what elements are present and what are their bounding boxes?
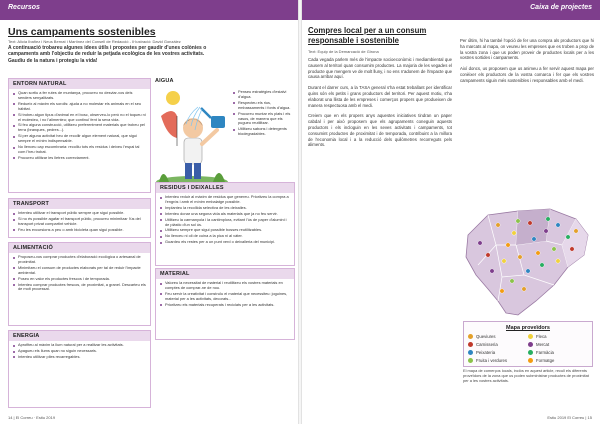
legend-item bbox=[528, 334, 588, 339]
list-item: No llenceu ni oli de cuina a la pica ni al vàter. bbox=[160, 234, 290, 239]
legend-label: Mercat bbox=[536, 342, 550, 347]
paragraph: Així doncs, us proposem que us animeu a fer servir aquest mapa per conèixer els productors de la vostra comarca i fer que els vostres campaments siguin més sostenibles i responsables amb el medi. bbox=[460, 66, 594, 83]
legend-marker-icon bbox=[528, 342, 533, 347]
list-item: Penseu estratègies d'estalvi d'aigua. bbox=[233, 90, 291, 100]
legend-marker-icon bbox=[528, 334, 533, 339]
legend-item bbox=[528, 342, 588, 347]
map-marker bbox=[536, 251, 540, 255]
box-list bbox=[156, 193, 294, 248]
list-item: Prioritzeu els materials recuperats i reciclats per a les activitats. bbox=[160, 303, 290, 308]
list-item: Si per alguna activitat heu de recollir algun element natural, que sigui sempre el mínim indispensable. bbox=[13, 134, 146, 144]
list-item: Valoreu la necessitat de material i reutilitzeu els vostres materials en comptes de comprar-ne de nou. bbox=[160, 281, 290, 291]
box-list bbox=[9, 209, 150, 236]
legend-item bbox=[528, 350, 588, 355]
legend-item bbox=[468, 358, 528, 363]
legend-label: Fruita i verdures bbox=[476, 358, 508, 363]
legend-marker-icon bbox=[468, 342, 473, 347]
map-marker bbox=[516, 219, 520, 223]
legend-label: Farmàcia bbox=[536, 350, 554, 355]
list-item: Implanteu la recollida selectiva de les deixalles. bbox=[160, 206, 290, 211]
box-title: MATERIAL bbox=[156, 269, 294, 279]
page-footer: 14 | El Correu · Estiu 2019 bbox=[8, 415, 56, 420]
legend-item bbox=[468, 342, 528, 347]
list-item: Procureu utilitzar les lletres correctament. bbox=[13, 156, 146, 161]
intro-text: A continuació trobareu algunes idees útils i propostes per gaudir d'unes colònies o campaments amb l'objectiu de reduir la petjada ecològica de les vostres activitats. Gaudiu de la natura i protegiu la vida! bbox=[8, 45, 207, 64]
map-marker bbox=[490, 269, 494, 273]
box-title: ALIMENTACIÓ bbox=[9, 243, 150, 253]
list-item: Feu les excursions a peu o amb bicicleta quan sigui possible. bbox=[13, 228, 146, 233]
paragraph: Durant el darrer curs, a la TASA general s'ha estat treballant per identificar quins són els petits i grans productors del territori. Per aquest motiu, s'ha elaborat una llista de les empreses i comerços propers que produeixen de manera respectuosa amb el medi. bbox=[308, 85, 452, 108]
box-title: ENERGIA bbox=[9, 331, 150, 341]
article-title: Compres local per a un consum responsable i sostenible bbox=[308, 26, 427, 45]
map-marker bbox=[502, 259, 506, 263]
list-item: Respecteu els rius, embassaments i fonts d'aigua. bbox=[233, 101, 291, 111]
list-item: Feu servir la creativitat i construïu el material que necessiteu: joguines, material per a les activitats, decorats... bbox=[160, 292, 290, 302]
list-item: No llenceu cap escombraria: recolliu tots els residus i deixeu l'espai tal com l'heu trobat. bbox=[13, 145, 146, 155]
map-marker bbox=[478, 241, 482, 245]
list-item: Aprofiteu al màxim la llum natural per a realitzar les activitats. bbox=[13, 343, 146, 348]
list-item: Utilitzeu sempre que sigui possible bosses reutilitzables. bbox=[160, 228, 290, 233]
list-item: Intenteu reduir al màxim de residus que genereu. Prioritzeu la compra a l'engròs i amb el mínim embalatge possible. bbox=[160, 195, 290, 205]
box-list bbox=[9, 89, 150, 164]
map-marker bbox=[526, 269, 530, 273]
map-marker bbox=[556, 259, 560, 263]
legend-label: Queviures bbox=[476, 334, 496, 339]
list-item: Apagueu els llums quan no siguin necessaris. bbox=[13, 349, 146, 354]
box-transport bbox=[8, 198, 151, 238]
section-label: Caixa de projectes bbox=[530, 4, 592, 11]
section-bar bbox=[300, 0, 600, 20]
paragraph: Cada vegada parlem més de l'impacte socioeconòmic i mediambiental que causem al territori quan consumim productes. La majoria de les vegades el producte que mengem ve de molt lluny, i no ens n'adonem de l'impacte que causa arribar aquí. bbox=[308, 57, 452, 80]
list-item: Minimitzeu el consum de productes elaborats per tal de reduir l'impacte ambiental. bbox=[13, 266, 146, 276]
page-gutter bbox=[298, 0, 302, 424]
section-bar bbox=[0, 0, 300, 20]
page-footer: Estiu 2019 El Correu | 15 bbox=[547, 415, 592, 420]
map-marker bbox=[532, 237, 536, 241]
map-marker bbox=[556, 223, 560, 227]
legend-marker-icon bbox=[468, 334, 473, 339]
map-marker bbox=[510, 279, 514, 283]
legend-label: Fleca bbox=[536, 334, 547, 339]
box-title: ENTORN NATURAL bbox=[9, 79, 150, 89]
list-item: Intenteu utilitzar piles recarregables. bbox=[13, 355, 146, 360]
map-marker bbox=[566, 235, 570, 239]
boy-with-watering-can-illustration bbox=[153, 86, 231, 188]
list-item: Intenteu comprar productes frescos, de proximitat, a granel. Descarteu els de molt processat. bbox=[13, 283, 146, 293]
catalonia-providers-map bbox=[458, 205, 594, 319]
paragraph: Creiem que en els propers anys aquestes iniciatives tindran un paper cabdal i per això proposem que els agrupaments coneguin aquests productors i els incloguin en les seves activitats i campaments, tot consumint productes de proximitat i de temporada, contribuint a la millora de l'economia local i a la reducció dels quilòmetres recorreguts pels aliments. bbox=[308, 113, 452, 148]
legend-marker-icon bbox=[528, 358, 533, 363]
paragraph: Per últim, hi ha també l'opció de fer una compra als productors que hi ha marcats al mapa, on veureu les empreses que es troben a prop de la vostra zona i que us poden proveir de productes locals per a les vostres sortides i campaments. bbox=[460, 38, 594, 61]
box-energia bbox=[8, 330, 151, 408]
box-title: TRANSPORT bbox=[9, 199, 150, 209]
list-item: Si no és possible agafar el transport públic, procureu minimitzar l'ús del transport privat compartint vehicle. bbox=[13, 217, 146, 227]
list-item: Proposeu-vos comprar productes d'elaboració ecològica o artesanal de proximitat. bbox=[13, 255, 146, 265]
box-entorn-natural bbox=[8, 78, 151, 193]
legend-item bbox=[468, 334, 528, 339]
map-marker bbox=[496, 223, 500, 227]
map-marker bbox=[528, 221, 532, 225]
list-item: Poseu en valor els productes frescos i de temporada. bbox=[13, 277, 146, 282]
box-title: AIGUA bbox=[155, 78, 174, 84]
map-marker bbox=[486, 253, 490, 257]
map-marker bbox=[570, 247, 574, 251]
right-page bbox=[300, 0, 600, 424]
article-column-2 bbox=[460, 38, 594, 198]
list-item: Quan sortiu a fer rutes de muntanya, procureu no desviar-vos dels senders senyalitzats. bbox=[13, 91, 146, 101]
map-marker bbox=[544, 229, 548, 233]
legend-marker-icon bbox=[468, 358, 473, 363]
list-item: Si feu alguna construcció, utilitzeu preferentment materials que trobeu pel terra (branques, pedres...). bbox=[13, 123, 146, 133]
legend-label: Formatge bbox=[536, 358, 555, 363]
map-marker bbox=[540, 263, 544, 267]
box-title: RESIDUS I DEIXALLES bbox=[156, 183, 294, 193]
box-aigua-list bbox=[229, 88, 295, 180]
article-title: Uns campaments sostenibles bbox=[8, 26, 156, 38]
list-item: Redueix al màxim els sorolls: ajuda a no molestar els animals en el seu hàbitat. bbox=[13, 102, 146, 112]
map-legend bbox=[463, 321, 593, 367]
legend-marker-icon bbox=[528, 350, 533, 355]
list-item: Utilitzeu sabons i detergents biodegradables. bbox=[233, 127, 291, 137]
list-item: Intenteu donar una segona vida als materials que ja no feu servir. bbox=[160, 212, 290, 217]
map-marker bbox=[506, 243, 510, 247]
list-item: Utilitzeu la carmanyola i la cantimplora, evitant l'ús de paper d'alumini i de plàstic d'un sol ús. bbox=[160, 218, 290, 228]
legend-item bbox=[528, 358, 588, 363]
legend-title: Mapa proveïdors bbox=[505, 325, 550, 331]
box-list bbox=[229, 88, 295, 140]
legend-label: Peixateria bbox=[476, 350, 496, 355]
byline: Text: Equip de la Demarcació de Girona bbox=[308, 49, 379, 54]
map-marker bbox=[546, 217, 550, 221]
list-item: Si trobeu algun tipus d'animal en el bosc, observeu-lo però no el toqueu ni el molesteu, i no l'alimenteu; que continuï fent la seva vida. bbox=[13, 113, 146, 123]
section-label: Recursos bbox=[8, 4, 40, 11]
legend-grid bbox=[468, 334, 588, 363]
map-marker bbox=[518, 255, 522, 259]
box-list bbox=[9, 253, 150, 295]
box-list bbox=[156, 279, 294, 311]
map-marker bbox=[500, 289, 504, 293]
map-marker bbox=[552, 247, 556, 251]
box-list bbox=[9, 341, 150, 363]
list-item: Procureu muntar els plats i els vasos, de manera que els pugueu reutilitzar. bbox=[233, 112, 291, 127]
map-marker bbox=[522, 287, 526, 291]
byline: Text: Alícia Ibañez i Neus Bernat i Martínez del Consell de Redacció - Il·lustració: David Gonzàlez bbox=[8, 39, 181, 44]
box-residus bbox=[155, 182, 295, 266]
legend-marker-icon bbox=[468, 350, 473, 355]
box-material bbox=[155, 268, 295, 340]
map-marker bbox=[512, 231, 516, 235]
article-column-1 bbox=[308, 57, 452, 412]
legend-label: Carnisseria bbox=[476, 342, 498, 347]
list-item: Guardeu els restes per a un punt verd o deixalleria del municipi. bbox=[160, 240, 290, 245]
box-alimentacio bbox=[8, 242, 151, 326]
map-note: El mapa de comerços locals, inclòs en aquest article, recull els diferents proveïdors de la zona que us poden subministrar productes de proximitat per a les vostres activitats. bbox=[463, 368, 589, 383]
legend-item bbox=[468, 350, 528, 355]
map-marker bbox=[574, 229, 578, 233]
list-item: Intenteu utilitzar el transport públic sempre que sigui possible. bbox=[13, 211, 146, 216]
